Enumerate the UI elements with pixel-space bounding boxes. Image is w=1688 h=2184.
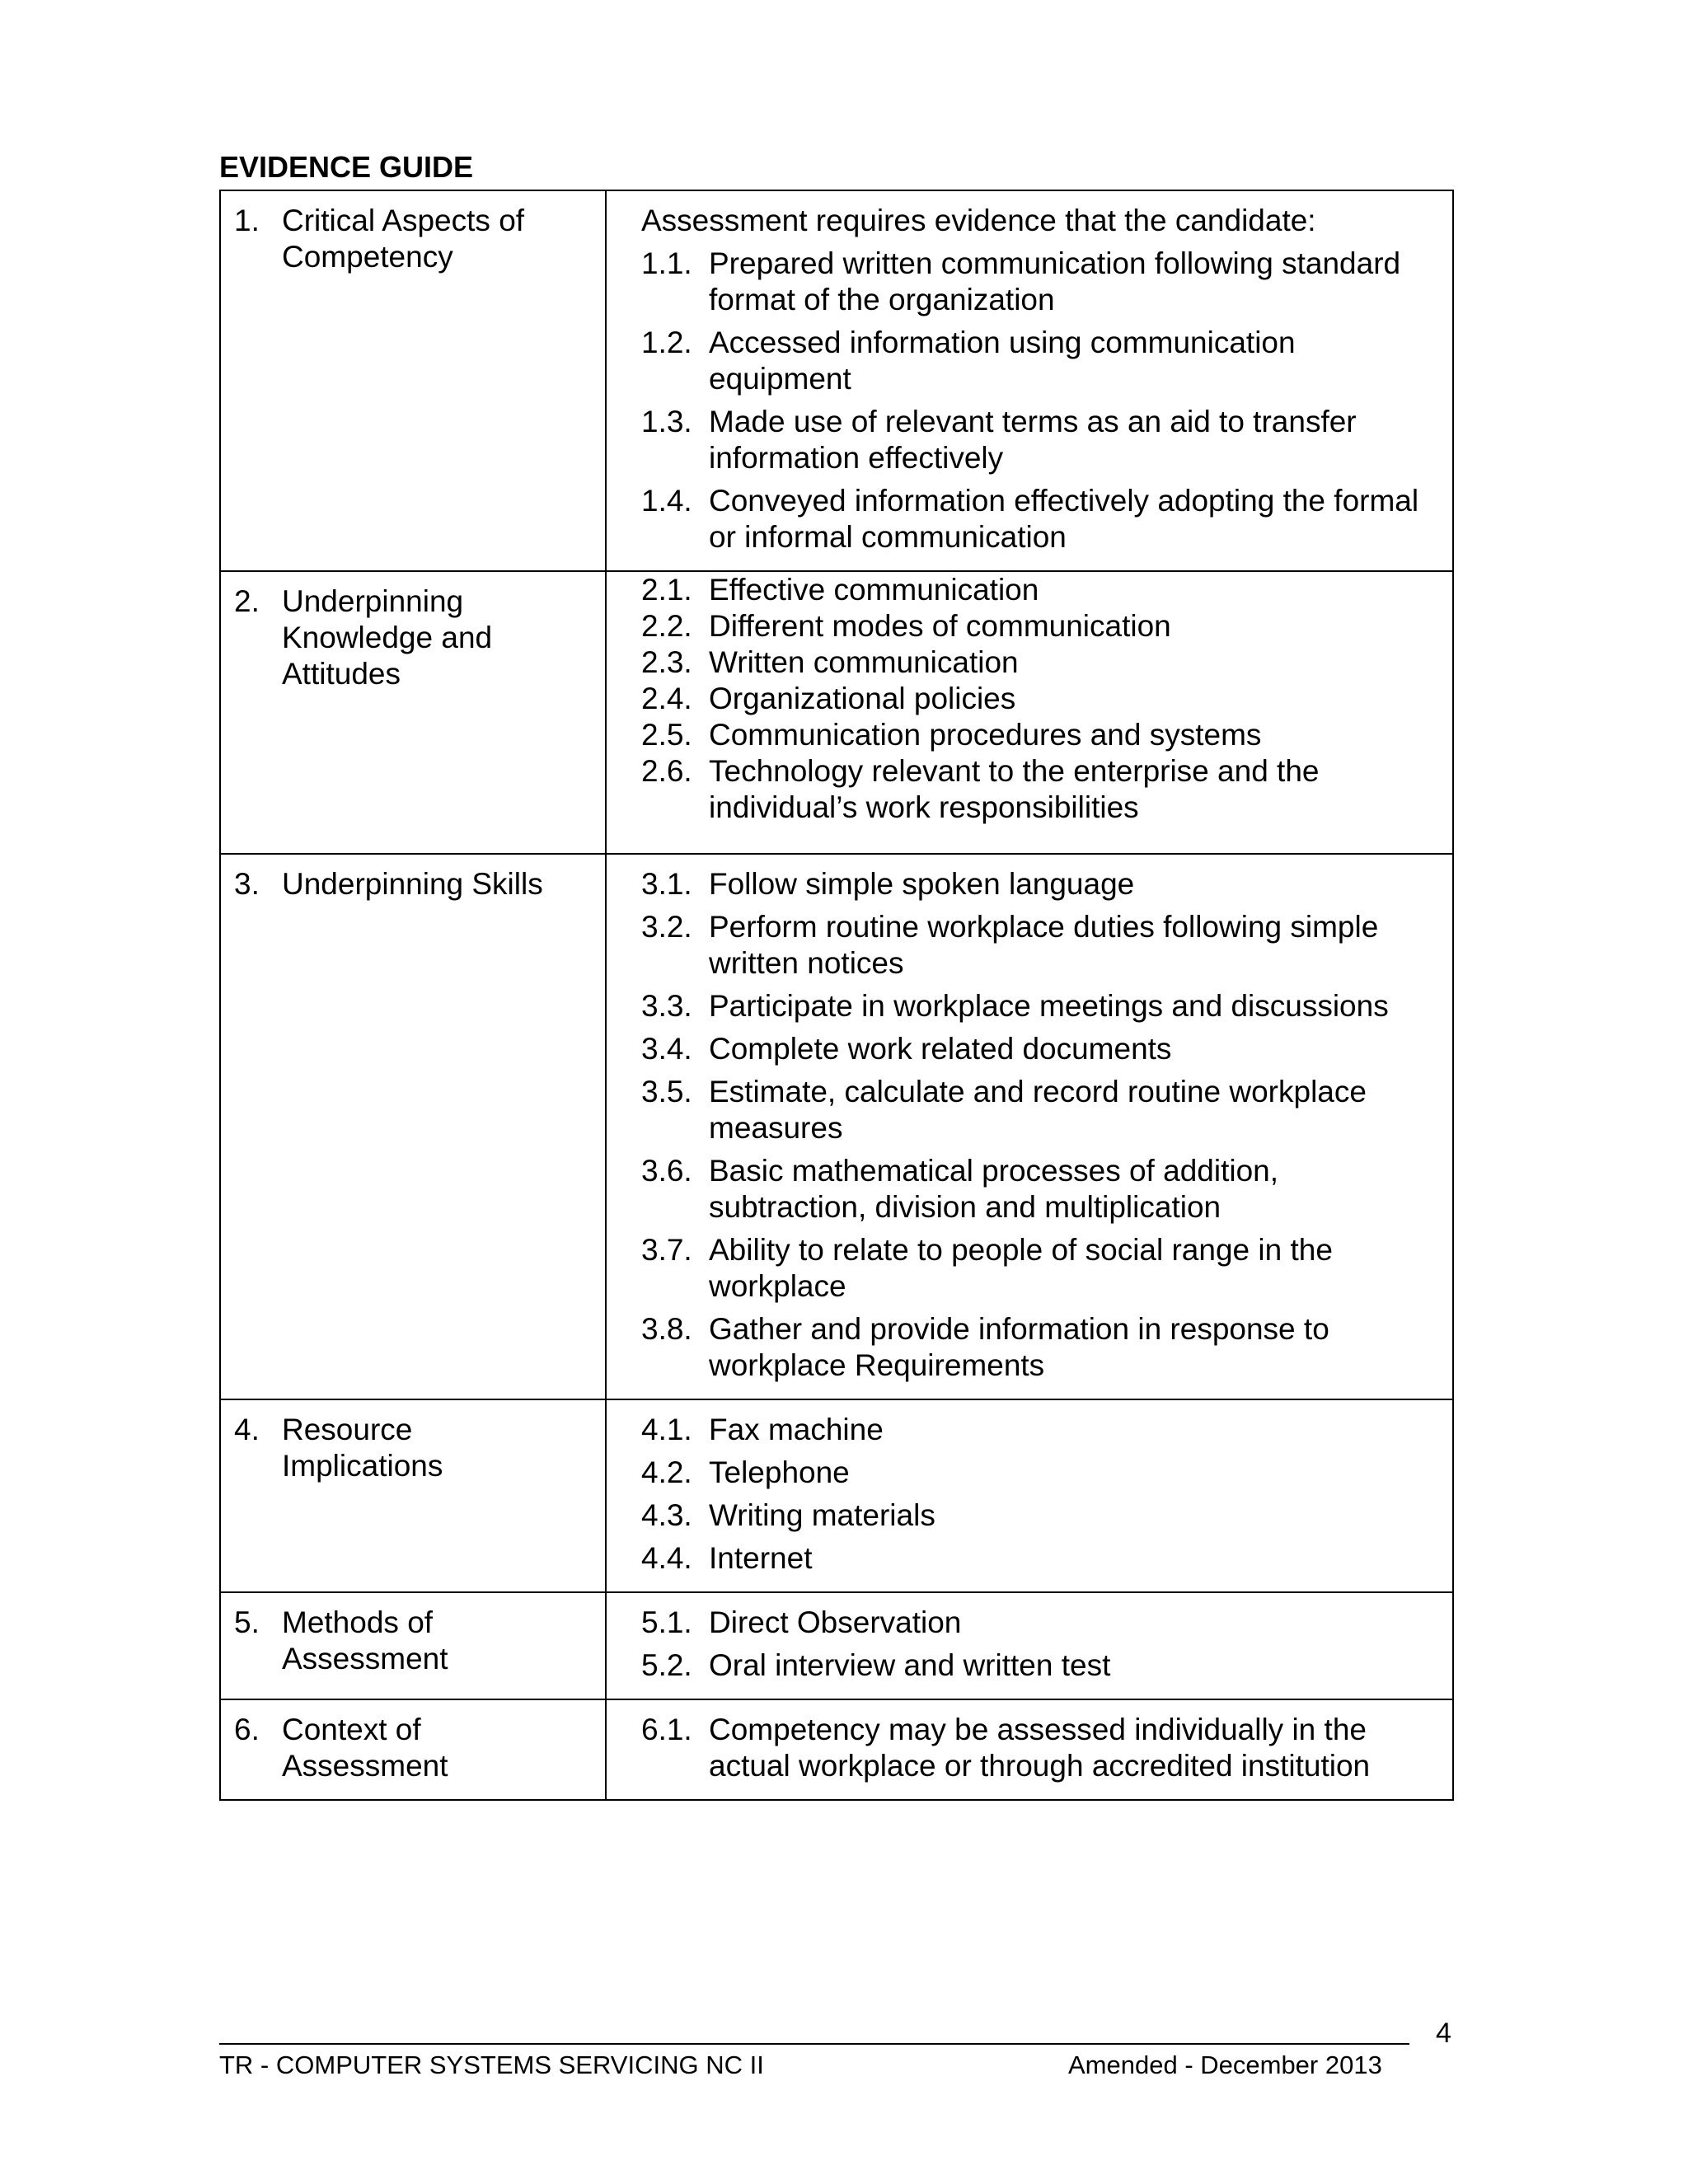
item-text: Written communication <box>709 645 1019 679</box>
item-text: Made use of relevant terms as an aid to transfer information effectively <box>709 405 1357 475</box>
row-label-cell <box>220 1699 606 1800</box>
item-text: Internet <box>709 1541 813 1575</box>
item-text: Telephone <box>709 1455 850 1489</box>
list-item <box>641 1311 1439 1384</box>
assessment-intro: Assessment requires evidence that the candidate: <box>641 204 1316 237</box>
item-number: 3.3. <box>641 989 692 1023</box>
row-label-cell <box>220 571 606 854</box>
item-text: Conveyed information effectively adopting the formal or informal communication <box>709 484 1419 554</box>
item-text: Prepared written communication following standard format of the organization <box>709 246 1401 316</box>
list-item <box>641 909 1439 982</box>
list-item <box>641 246 1439 318</box>
list-item <box>641 1647 1439 1684</box>
item-number: 4.1. <box>641 1413 692 1446</box>
table-row <box>220 854 1453 1399</box>
item-text: Competency may be assessed individually in the actual workplace or through accredited institution <box>709 1713 1371 1783</box>
item-number: 5.2. <box>641 1648 692 1682</box>
page-number: 4 <box>1436 2018 1451 2049</box>
item-number: 6.1. <box>641 1713 692 1746</box>
item-number: 2.2. <box>641 609 692 643</box>
row-label: Underpinning Skills <box>282 867 543 901</box>
list-item <box>641 483 1439 555</box>
list-item <box>641 325 1439 397</box>
table-row <box>220 190 1453 571</box>
item-number: 2.3. <box>641 645 692 679</box>
item-number: 3.6. <box>641 1154 692 1188</box>
item-number: 4.2. <box>641 1455 692 1489</box>
item-text: Fax machine <box>709 1413 884 1446</box>
item-number: 1.1. <box>641 246 692 280</box>
list-item <box>641 866 1439 902</box>
row-number: 6. <box>234 1713 260 1746</box>
row-number: 1. <box>234 204 260 237</box>
table-row <box>220 1592 1453 1699</box>
row-label: Critical Aspects of Competency <box>282 204 525 274</box>
row-label-cell <box>220 1399 606 1592</box>
item-number: 1.2. <box>641 326 692 359</box>
row-label: Context of Assessment <box>282 1713 448 1783</box>
list-item <box>641 1232 1439 1305</box>
item-text: Effective communication <box>709 573 1039 607</box>
item-number: 5.1. <box>641 1605 692 1639</box>
item-number: 2.4. <box>641 682 692 715</box>
row-label: Methods of Assessment <box>282 1605 448 1675</box>
list-item <box>641 717 1439 753</box>
list-item <box>641 1540 1439 1577</box>
list-item <box>641 608 1439 644</box>
row-detail-cell <box>606 1592 1453 1699</box>
item-text: Communication procedures and systems <box>709 718 1262 752</box>
list-item <box>641 753 1439 826</box>
row-detail-cell <box>606 1399 1453 1592</box>
item-text: Follow simple spoken language <box>709 867 1135 901</box>
item-number: 1.4. <box>641 484 692 518</box>
row-detail-cell <box>606 571 1453 854</box>
item-text: Oral interview and written test <box>709 1648 1111 1682</box>
item-number: 3.8. <box>641 1312 692 1346</box>
item-text: Estimate, calculate and record routine workplace measures <box>709 1075 1367 1145</box>
list-item <box>641 681 1439 717</box>
item-text: Different modes of communication <box>709 609 1171 643</box>
item-text: Technology relevant to the enterprise and the individual’s work responsibilities <box>709 754 1320 824</box>
row-label: Underpinning Knowledge and Attitudes <box>282 584 493 691</box>
item-number: 2.5. <box>641 718 692 752</box>
evidence-guide-table <box>219 190 1454 1801</box>
row-number: 4. <box>234 1413 260 1446</box>
section-heading: EVIDENCE GUIDE <box>219 150 474 184</box>
footer-amended-date: Amended - December 2013 <box>1068 2050 1382 2079</box>
row-label: Resource Implications <box>282 1413 443 1483</box>
list-item <box>641 1074 1439 1146</box>
table-row <box>220 1699 1453 1800</box>
item-number: 3.4. <box>641 1032 692 1066</box>
row-label-cell <box>220 190 606 571</box>
list-item <box>641 1605 1439 1641</box>
list-item <box>641 1153 1439 1226</box>
item-text: Ability to relate to people of social range in the workplace <box>709 1233 1333 1303</box>
row-number: 5. <box>234 1605 260 1639</box>
list-item <box>641 572 1439 608</box>
item-number: 3.2. <box>641 910 692 944</box>
item-text: Accessed information using communication equipment <box>709 326 1296 396</box>
item-text: Writing materials <box>709 1498 935 1532</box>
item-text: Direct Observation <box>709 1605 962 1639</box>
list-item <box>641 1712 1439 1784</box>
list-item <box>641 988 1439 1024</box>
row-detail-cell <box>606 1699 1453 1800</box>
row-number: 2. <box>234 584 260 618</box>
item-number: 4.4. <box>641 1541 692 1575</box>
item-number: 4.3. <box>641 1498 692 1532</box>
row-number: 3. <box>234 867 260 901</box>
list-item <box>641 404 1439 476</box>
list-item <box>641 644 1439 681</box>
list-item <box>641 1031 1439 1067</box>
item-number: 3.7. <box>641 1233 692 1267</box>
item-number: 3.1. <box>641 867 692 901</box>
row-detail-cell <box>606 854 1453 1399</box>
list-item <box>641 1412 1439 1448</box>
list-item <box>641 1497 1439 1534</box>
footer-title: TR - COMPUTER SYSTEMS SERVICING NC II <box>219 2050 764 2079</box>
row-label-cell <box>220 1592 606 1699</box>
item-number: 2.6. <box>641 754 692 788</box>
row-label-cell <box>220 854 606 1399</box>
item-text: Participate in workplace meetings and discussions <box>709 989 1389 1023</box>
item-number: 2.1. <box>641 573 692 607</box>
table-row <box>220 571 1453 854</box>
item-text: Organizational policies <box>709 682 1016 715</box>
item-number: 1.3. <box>641 405 692 438</box>
table-row <box>220 1399 1453 1592</box>
item-text: Complete work related documents <box>709 1032 1172 1066</box>
item-text: Basic mathematical processes of addition, subtraction, division and multiplication <box>709 1154 1279 1224</box>
row-detail-cell <box>606 190 1453 571</box>
item-text: Perform routine workplace duties following simple written notices <box>709 910 1379 980</box>
footer-divider <box>219 2043 1409 2045</box>
item-text: Gather and provide information in response to workplace Requirements <box>709 1312 1329 1382</box>
item-number: 3.5. <box>641 1075 692 1108</box>
list-item <box>641 1455 1439 1491</box>
